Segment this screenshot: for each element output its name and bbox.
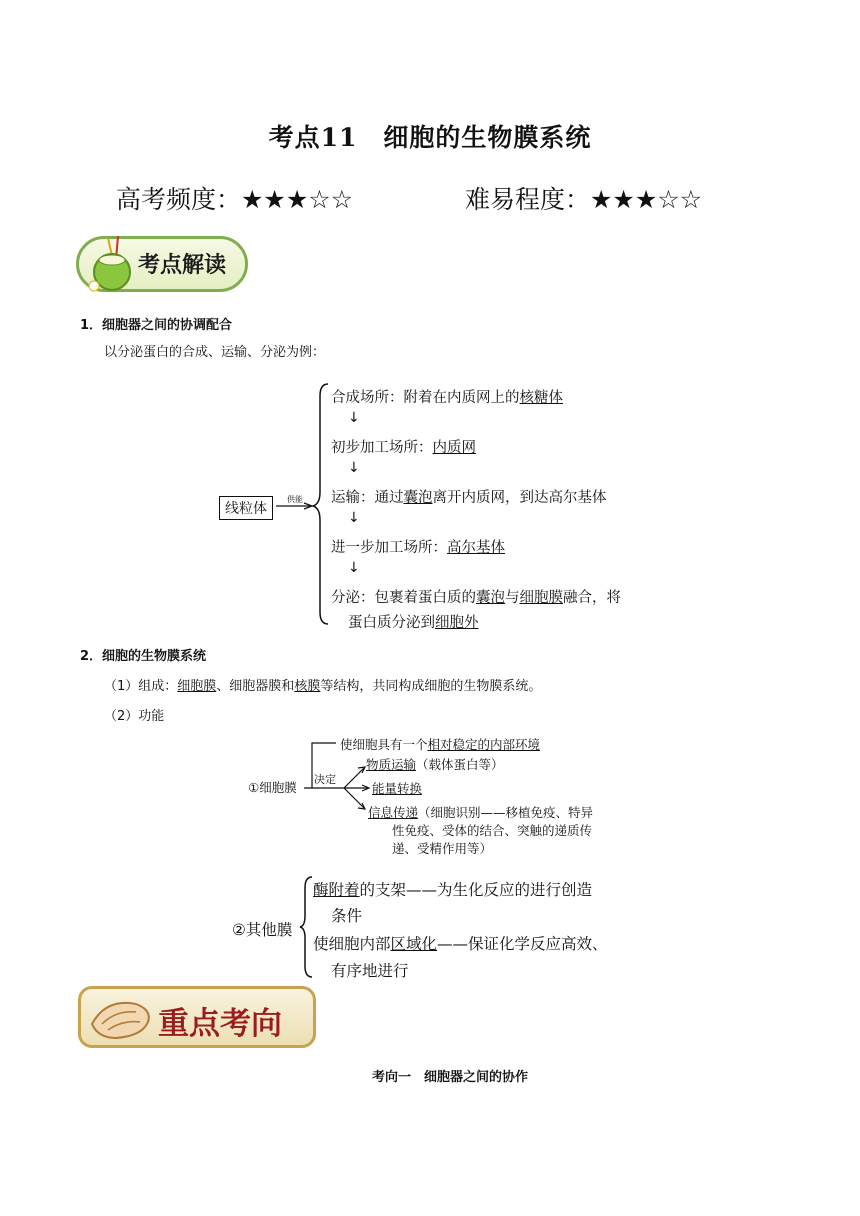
step-initial-processing: 初步加工场所：内质网 [331,440,476,456]
mitochondria-box: 线粒体 [219,496,273,520]
down-arrow-icon: ↓ [348,460,360,476]
page-title: 考点11 细胞的生物膜系统 [268,123,592,152]
frequency-rating [116,180,353,216]
enzyme-scaffold-line2: 条件 [331,907,363,925]
banner-key-directions-label: 重点考向 [158,1006,282,1042]
difficulty-label: 难易程度： [465,185,591,214]
compartmentalization-line: 使细胞内部区域化——保证化学反应高效、 [313,935,608,953]
supply-energy-label: 供能 [287,495,303,504]
enzyme-scaffold-line: 酶附着的支架——为生化反应的进行创造 [313,881,593,899]
down-arrow-icon: ↓ [348,560,360,576]
coconut-icon [80,234,140,294]
function-label: （2）功能 [104,709,165,724]
step-further-processing: 进一步加工场所：高尔基体 [331,540,505,556]
seashell-icon [86,994,156,1044]
other-membranes-root: ②其他膜 [232,921,293,939]
frequency-label: 高考频度： [116,185,242,214]
step-secretion: 分泌：包裹着蛋白质的囊泡与细胞膜融合，将 [331,590,621,606]
section1-intro: 以分泌蛋白的合成、运输、分泌为例： [104,345,326,360]
difficulty-rating [465,180,702,216]
step-secretion-cont: 蛋白质分泌到细胞外 [348,615,479,631]
information-transfer-line3: 递、受精作用等） [392,841,493,856]
composition-line: （1）组成：细胞膜、细胞器膜和核膜等结构，共同构成细胞的生物膜系统。 [104,679,542,694]
banner-key-points [76,234,248,294]
stable-environment-line: 使细胞具有一个相对稳定的内部环境 [340,737,541,752]
step-transport: 运输：通过囊泡离开内质网，到达高尔基体 [331,490,607,506]
frequency-stars: ★★★☆☆ [241,185,354,214]
decide-label: 决定 [314,773,336,786]
cell-membrane-root: ①细胞膜 [248,780,297,795]
banner-key-directions [78,986,318,1052]
step-synthesis: 合成场所：附着在内质网上的核糖体 [331,390,563,406]
material-transport-line: 物质运输（载体蛋白等） [366,757,504,772]
compartmentalization-line2: 有序地进行 [331,962,409,980]
down-arrow-icon: ↓ [348,410,360,426]
information-transfer-line2: 性免疫、受体的结合、突触的递质传 [392,823,593,838]
banner-key-points-label: 考点解读 [138,252,227,278]
down-arrow-icon: ↓ [348,510,360,526]
difficulty-stars: ★★★☆☆ [590,185,703,214]
section2-heading: 2．细胞的生物膜系统 [80,649,207,664]
secretion-brace [276,380,336,630]
section1-heading: 1．细胞器之间的协调配合 [80,318,233,333]
subsection-heading: 考向一 细胞器之间的协作 [371,1070,528,1085]
information-transfer-line: 信息传递（细胞识别——移植免疫、特异 [368,805,594,820]
energy-conversion-line: 能量转换 [372,781,423,796]
